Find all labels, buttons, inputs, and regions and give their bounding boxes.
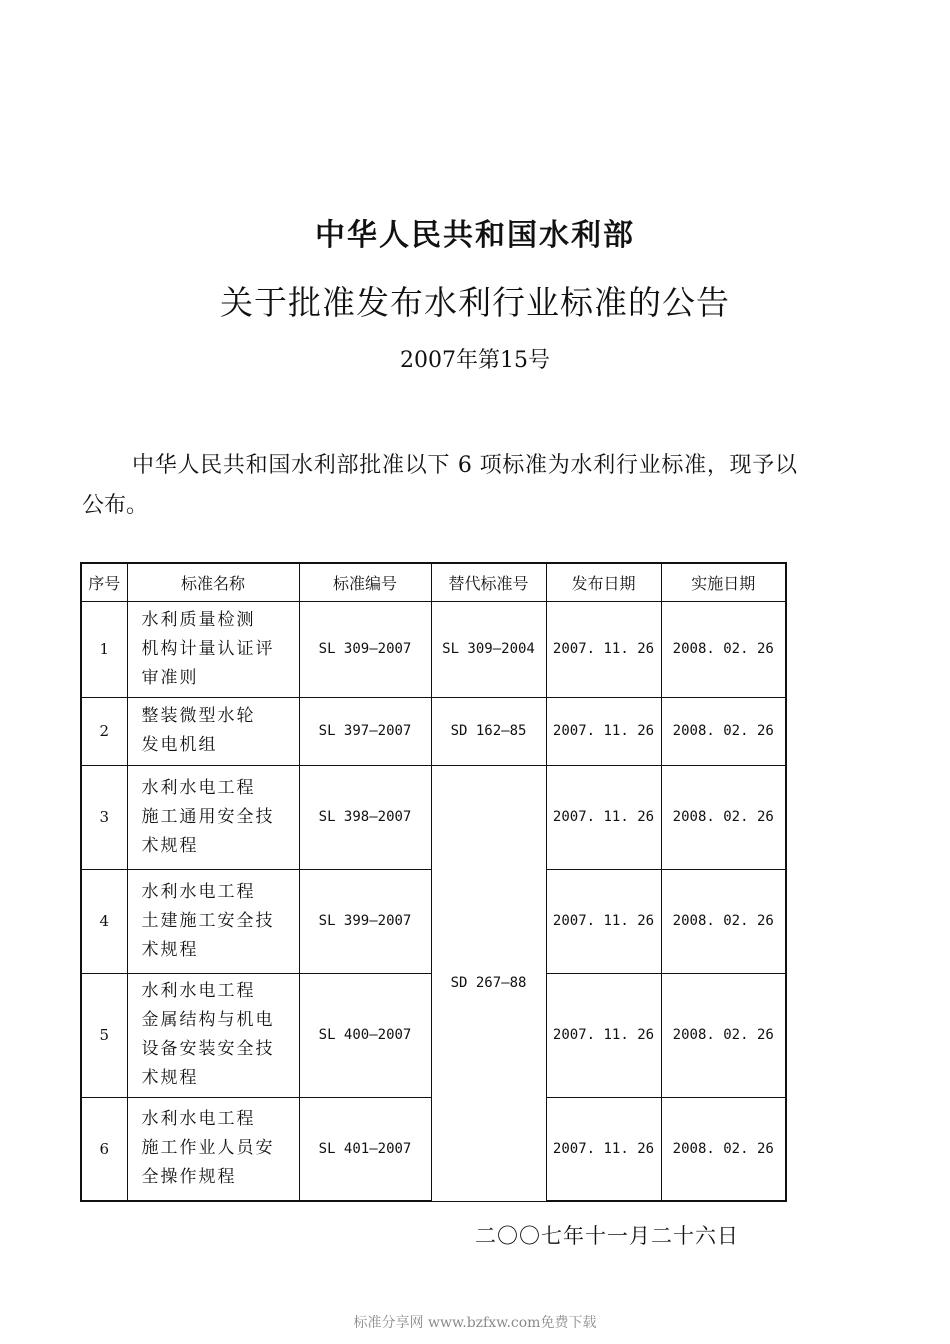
name-line: 金属结构与机电 bbox=[141, 1010, 275, 1030]
cell-code: SL 397—2007 bbox=[299, 697, 431, 765]
cell-replaces: SD 162—85 bbox=[431, 697, 546, 765]
cell-no: 1 bbox=[81, 601, 127, 697]
name-line: 水利质量检测 bbox=[141, 609, 256, 630]
table-row bbox=[81, 765, 786, 869]
header-effective-date: 实施日期 bbox=[661, 563, 786, 601]
name-line: 全操作规程 bbox=[141, 1167, 237, 1188]
cell-code: SL 398—2007 bbox=[299, 765, 431, 869]
header-no: 序号 bbox=[81, 563, 127, 601]
cell-replaces: SL 309—2004 bbox=[431, 601, 546, 697]
cell-publish-date: 2007. 11. 26 bbox=[546, 697, 661, 765]
cell-effective-date: 2008. 02. 26 bbox=[661, 601, 786, 697]
table-row bbox=[81, 697, 786, 765]
name-line: 水利水电工程 bbox=[141, 881, 256, 902]
name-line: 术规程 bbox=[141, 939, 199, 960]
issue-number: 2007年第15号 bbox=[400, 348, 550, 373]
title-announcement: 关于批准发布水利行业标准的公告 bbox=[220, 283, 730, 322]
cell-effective-date: 2008. 02. 26 bbox=[661, 1097, 786, 1201]
standards-table bbox=[80, 562, 787, 1202]
cell-name bbox=[127, 697, 299, 765]
cell-no: 3 bbox=[81, 765, 127, 869]
name-line: 发电机组 bbox=[141, 735, 218, 755]
cell-name bbox=[127, 869, 299, 973]
cell-replaces-merged: SD 267—88 bbox=[431, 765, 546, 1201]
name-line: 土建施工安全技 bbox=[141, 910, 275, 931]
cell-publish-date: 2007. 11. 26 bbox=[546, 973, 661, 1097]
cell-no: 2 bbox=[81, 697, 127, 765]
cell-code: SL 400—2007 bbox=[299, 973, 431, 1097]
title-ministry: 中华人民共和国水利部 bbox=[315, 218, 635, 253]
name-line: 术规程 bbox=[141, 1068, 199, 1088]
cell-no: 5 bbox=[81, 973, 127, 1097]
table-header-row bbox=[81, 563, 786, 601]
cell-code: SL 401—2007 bbox=[299, 1097, 431, 1201]
name-line: 水利水电工程 bbox=[141, 777, 256, 798]
name-line: 施工通用安全技 bbox=[141, 806, 275, 827]
name-line: 施工作业人员安 bbox=[141, 1138, 275, 1159]
announcement-date: 二〇〇七年十一月二十六日 bbox=[475, 1224, 739, 1248]
cell-publish-date: 2007. 11. 26 bbox=[546, 1097, 661, 1201]
cell-effective-date: 2008. 02. 26 bbox=[661, 765, 786, 869]
name-line: 整装微型水轮 bbox=[141, 706, 256, 726]
cell-publish-date: 2007. 11. 26 bbox=[546, 869, 661, 973]
watermark-text: 标准分享网 www.bzfxw.com免费下载 bbox=[353, 1315, 597, 1331]
cell-no: 4 bbox=[81, 869, 127, 973]
name-line: 术规程 bbox=[141, 835, 199, 856]
cell-name bbox=[127, 973, 299, 1097]
name-line: 审准则 bbox=[141, 667, 199, 688]
cell-publish-date: 2007. 11. 26 bbox=[546, 601, 661, 697]
cell-name bbox=[127, 765, 299, 869]
cell-name bbox=[127, 601, 299, 697]
name-line: 机构计量认证评 bbox=[141, 638, 275, 659]
cell-effective-date: 2008. 02. 26 bbox=[661, 697, 786, 765]
cell-name bbox=[127, 1097, 299, 1201]
header-code: 标准编号 bbox=[299, 563, 431, 601]
header-name: 标准名称 bbox=[127, 563, 299, 601]
name-line: 水利水电工程 bbox=[141, 1109, 256, 1130]
announcement-paragraph: 中华人民共和国水利部批准以下 6 项标准为水利行业标准，现予以公布。 bbox=[82, 453, 797, 518]
cell-code: SL 399—2007 bbox=[299, 869, 431, 973]
cell-publish-date: 2007. 11. 26 bbox=[546, 765, 661, 869]
cell-effective-date: 2008. 02. 26 bbox=[661, 869, 786, 973]
cell-code: SL 309—2007 bbox=[299, 601, 431, 697]
table-row bbox=[81, 601, 786, 697]
name-line: 水利水电工程 bbox=[141, 981, 256, 1001]
cell-no: 6 bbox=[81, 1097, 127, 1201]
header-publish-date: 发布日期 bbox=[546, 563, 661, 601]
header-replaces: 替代标准号 bbox=[431, 563, 546, 601]
cell-effective-date: 2008. 02. 26 bbox=[661, 973, 786, 1097]
name-line: 设备安装安全技 bbox=[141, 1039, 275, 1059]
